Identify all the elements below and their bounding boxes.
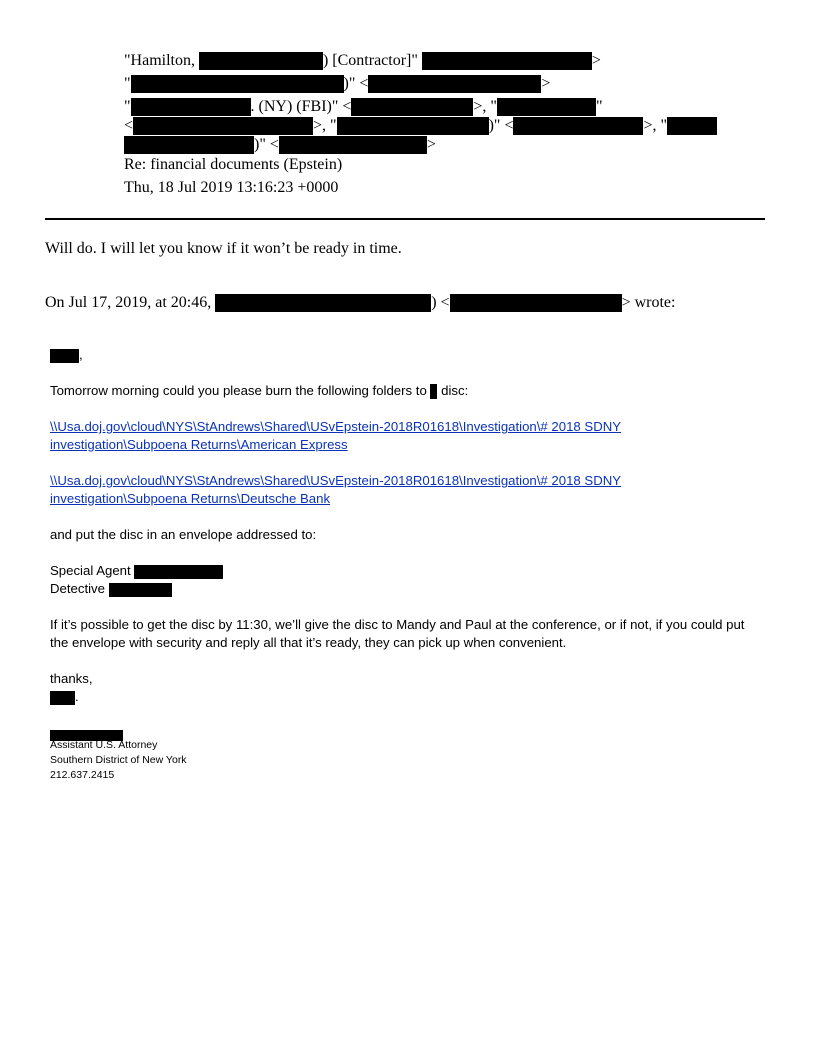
- quote-intro: On Jul 17, 2019, at 20:46, ) < > wrote:: [45, 294, 676, 311]
- redaction: [450, 294, 622, 312]
- request-line: Tomorrow morning could you please burn the following folders to disc:: [50, 383, 469, 398]
- reply-text: Will do. I will let you know if it won’t be ready in time.: [45, 240, 402, 257]
- folder-link-1-line-1[interactable]: \\Usa.doj.gov\cloud\NYS\StAndrews\Shared\USvEpstein-2018R01618\Investigation\# 2018 SDNY: [50, 419, 622, 434]
- redaction: [131, 98, 251, 116]
- envelope-text: and put the disc in an envelope addressed to:: [50, 527, 317, 542]
- folder-link-2-line-1[interactable]: \\Usa.doj.gov\cloud\NYS\StAndrews\Shared\USvEpstein-2018R01618\Investigation\# 2018 SDNY: [50, 473, 622, 488]
- redaction: [134, 565, 223, 579]
- redaction: [109, 583, 172, 597]
- cc-line-3: )" < >: [124, 135, 436, 155]
- redaction: [133, 117, 313, 135]
- redaction: [50, 691, 75, 705]
- redaction: [131, 75, 344, 93]
- thanks: thanks,: [50, 671, 93, 686]
- redaction: [199, 52, 323, 70]
- instructions-paragraph: If it’s possible to get the disc by 11:30, we’ll give the disc to Mandy and Paul at the conference, or if not, if you could put the envelope with security and reply all that it’s ready, they can pick up when convenient.: [50, 617, 745, 650]
- cc-line-1: " . (NY) (FBI)" < >, " ": [124, 98, 603, 115]
- folder-link-deutsche-bank[interactable]: [50, 472, 770, 508]
- addressee-detective: Detective: [50, 580, 770, 598]
- redaction: [50, 349, 79, 363]
- folder-link-2-line-2[interactable]: investigation\Subpoena Returns\Deutsche Bank: [50, 491, 331, 506]
- to-value: " )" < >: [124, 75, 551, 92]
- redaction: [422, 52, 592, 70]
- signoff: .: [50, 688, 770, 706]
- signature-phone: 212.637.2415: [50, 769, 115, 781]
- from-value: "Hamilton, ) [Contractor]" >: [124, 52, 601, 69]
- date-value: Thu, 18 Jul 2019 13:16:23 +0000: [124, 179, 339, 196]
- folder-link-1-line-2[interactable]: investigation\Subpoena Returns\American Express: [50, 437, 348, 452]
- redaction: [497, 98, 596, 116]
- redaction: [513, 117, 643, 135]
- folder-link-american-express[interactable]: [50, 418, 770, 454]
- redaction: [279, 136, 427, 154]
- redaction: [337, 117, 489, 135]
- subject-value: Re: financial documents (Epstein): [124, 156, 343, 173]
- cc-line-2: < >, " )" < >, ": [124, 116, 717, 136]
- addressee-special-agent: Special Agent: [50, 562, 770, 580]
- signature-title: Assistant U.S. Attorney: [50, 739, 158, 751]
- redaction: [368, 75, 541, 93]
- redaction: [667, 117, 717, 135]
- redaction: [215, 294, 431, 312]
- redaction: [351, 98, 473, 116]
- redaction: [124, 136, 254, 154]
- signature-office: Southern District of New York: [50, 754, 187, 766]
- header-divider: [45, 218, 765, 220]
- greeting: ,: [50, 346, 770, 364]
